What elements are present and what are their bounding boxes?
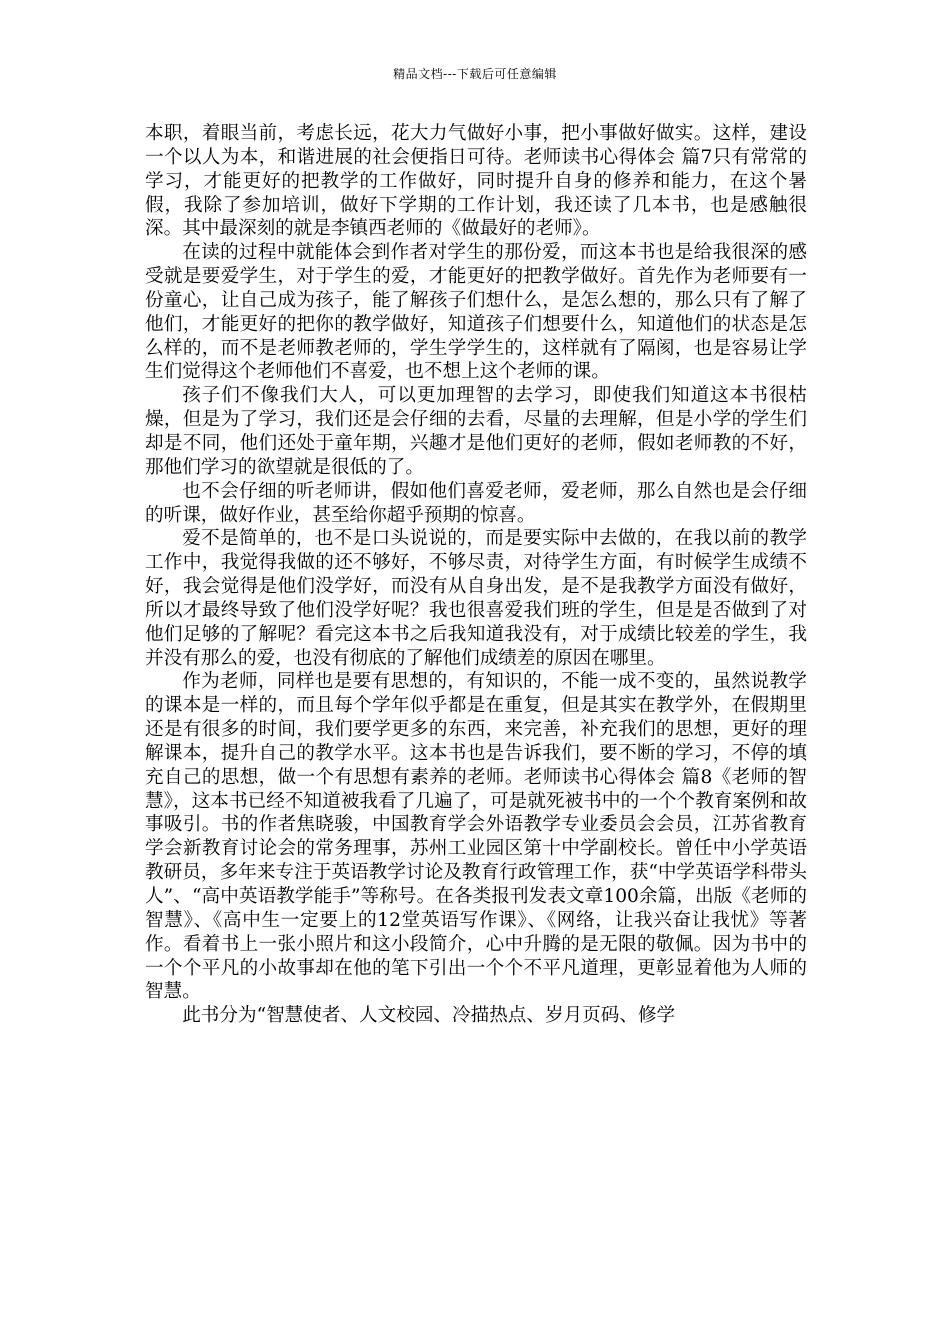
document-body (145, 122, 807, 1028)
paragraph-6: 作为老师，同样也是要有思想的，有知识的，不能一成不变的，虽然说教学的课本是一样的，而且每个学年似乎都是在重复，但是其实在教学外，在假期里还是有很多的时间，我们要学更多的东西，来完善，补充我们的思想，更好的理解课本，提升自己的教学水平。这本书也是告诉我们，要不断的学习，不停的填充自己的思想，做一个有思想有素养的老师。老师读书心得体会 篇8《老师的智慧》，这本书已经不知道被我看了几遍了，可是就死被书中的一个个教育案例和故事吸引。书的作者焦晓骏，中国教育学会外语教学专业委员会会员，江苏省教育学会新教育讨论会的常务理事，苏州工业园区第十中学副校长。曾任中小学英语教研员，多年来专注于英语教学讨论及教育行政管理工作，获“中学英语学科带头人”、“高中英语教学能手”等称号。在各类报刊发表文章100余篇，出版《老师的智慧》、《高中生一定要上的12堂英语写作课》、《网络，让我兴奋让我忧》等著作。看着书上一张小照片和这小段简介，心中升腾的是无限的敬佩。因为书中的一个个平凡的小故事却在他的笔下引出一个个不平凡道理，更彰显着他为人师的智慧。 (145, 671, 807, 1003)
paragraph-4: 也不会仔细的听老师讲，假如他们喜爱老师，爱老师，那么自然也是会仔细的听课，做好作业，甚至给你超乎预期的惊喜。 (145, 480, 807, 526)
paragraph-3: 孩子们不像我们大人，可以更加理智的去学习，即使我们知道这本书很枯燥，但是为了学习，我们还是会仔细的去看，尽量的去理解，但是小学的学生们却是不同，他们还处于童年期，兴趣才是他们更好的老师，假如老师教的不好，那他们学习的欲望就是很低的了。 (145, 385, 807, 478)
paragraph-1: 本职，着眼当前，考虑长远，花大力气做好小事，把小事做好做实。这样，建设一个以人为本，和谐进展的社会便指日可待。老师读书心得体会 篇7只有常常的学习，才能更好的把教学的工作做好，同时提升自身的修养和能力，在这个暑假，我除了参加培训，做好下学期的工作计划，我还读了几本书，也是感触很深。其中最深刻的就是李镇西老师的《做最好的老师》。 (145, 123, 807, 240)
paragraph-2: 在读的过程中就能体会到作者对学生的那份爱，而这本书也是给我很深的感受就是要爱学生，对于学生的爱，才能更好的把教学做好。首先作为老师要有一份童心，让自己成为孩子，能了解孩子们想什么，是怎么想的，那么只有了解了他们，才能更好的把你的教学做好，知道孩子们想要什么，知道他们的状态是怎么样的，而不是老师教老师的，学生学学生的，这样就有了隔阂，也是容易让学生们觉得这个老师他们不喜爱，也不想上这个老师的课。 (145, 242, 807, 383)
paragraph-5: 爱不是简单的，也不是口头说说的，而是要实际中去做的，在我以前的教学工作中，我觉得我做的还不够好，不够尽责，对待学生方面，有时候学生成绩不好，我会觉得是他们没学好，而没有从自身出发，是不是我教学方面没有做好，所以才最终导致了他们没学好呢？我也很喜爱我们班的学生，但是是否做到了对他们足够的了解呢？看完这本书之后我知道我没有，对于成绩比较差的学生，我并没有那么的爱，也没有彻底的了解他们成绩差的原因在哪里。 (145, 528, 807, 669)
paragraph-7: 此书分为“智慧使者、人文校园、冷描热点、岁月页码、修学 (182, 1005, 676, 1027)
page-header: 精品文档---下载后可任意编辑 (393, 67, 557, 81)
